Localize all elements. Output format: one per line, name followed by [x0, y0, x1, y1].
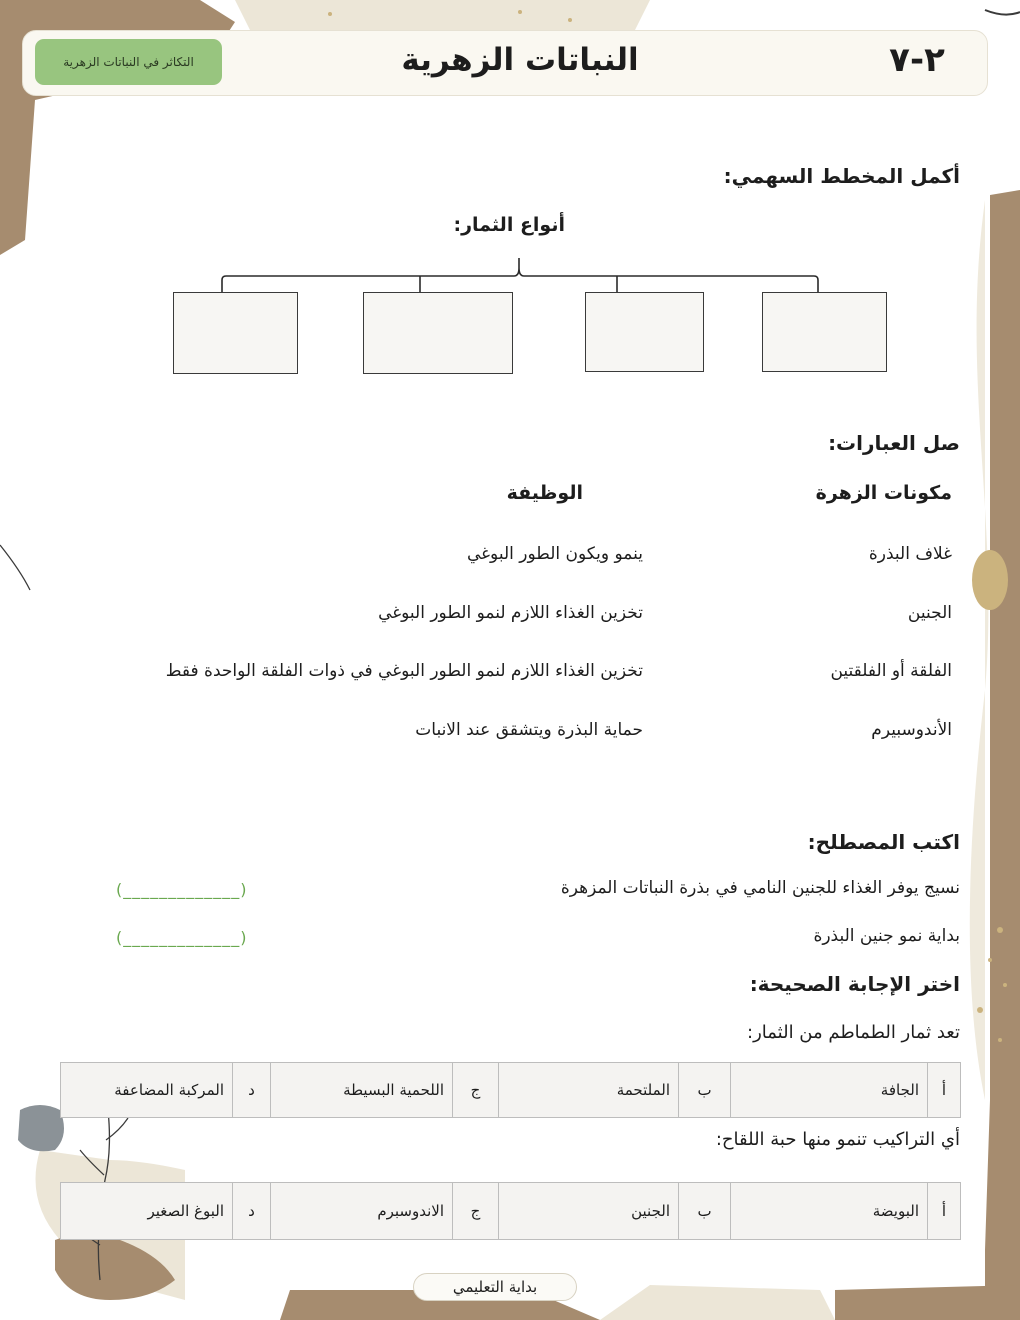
part-item: الفلقة أو الفلقتين — [830, 661, 952, 681]
term-statement: بداية نمو جنين البذرة — [813, 926, 960, 946]
option-text[interactable]: البويضة — [731, 1183, 928, 1240]
option-letter: أ — [928, 1183, 961, 1240]
fruit-type-box-4[interactable] — [173, 292, 298, 374]
option-text[interactable]: اللحمية البسيطة — [271, 1063, 453, 1118]
function-item: ينمو ويكون الطور البوغي — [467, 544, 643, 564]
function-item: تخزين الغذاء اللازم لنمو الطور البوغي — [378, 603, 643, 623]
matching-instruction: صل العبارات: — [828, 431, 960, 455]
option-text[interactable]: الملتحمة — [499, 1063, 679, 1118]
option-text[interactable]: البوغ الصغير — [61, 1183, 233, 1240]
fruit-type-box-2[interactable] — [585, 292, 704, 372]
diagram-root-label: أنواع الثمار: — [453, 214, 565, 236]
mcq-instruction: اختر الإجابة الصحيحة: — [749, 972, 960, 996]
diagram-instruction: أكمل المخطط السهمي: — [723, 164, 960, 188]
option-letter: ج — [453, 1063, 499, 1118]
option-letter: ج — [453, 1183, 499, 1240]
terms-instruction: اكتب المصطلح: — [807, 830, 960, 854]
option-letter: ب — [679, 1063, 731, 1118]
mcq-question: تعد ثمار الطماطم من الثمار: — [747, 1022, 960, 1043]
option-letter: د — [233, 1183, 271, 1240]
option-letter: د — [233, 1063, 271, 1118]
mcq-options-table — [60, 1182, 961, 1240]
lesson-badge: التكاثر في النباتات الزهرية — [35, 39, 222, 85]
fruit-type-box-1[interactable] — [762, 292, 887, 372]
function-item: تخزين الغذاء اللازم لنمو الطور البوغي في ذوات الفلقة الواحدة فقط — [165, 661, 643, 681]
option-letter: أ — [928, 1063, 961, 1118]
lesson-number: ٢-٧ — [889, 40, 945, 80]
function-item: حماية البذرة ويتشقق عند الانبات — [415, 720, 643, 740]
mcq-question: أي التراكيب تنمو منها حبة اللقاح: — [715, 1129, 960, 1150]
mcq-options-table — [60, 1062, 961, 1118]
option-text[interactable]: الجنين — [499, 1183, 679, 1240]
part-item: الجنين — [907, 603, 952, 623]
fruit-type-box-3[interactable] — [363, 292, 513, 374]
part-item: الأندوسبيرم — [871, 720, 952, 740]
term-answer-blank[interactable] — [116, 880, 247, 899]
function-column-header: الوظيفة — [506, 482, 583, 504]
footer-label: بداية التعليمي — [413, 1273, 577, 1301]
option-letter: ب — [679, 1183, 731, 1240]
part-item: غلاف البذرة — [868, 544, 952, 564]
term-answer-blank[interactable] — [116, 928, 247, 947]
page-title: النباتات الزهرية — [401, 42, 639, 78]
option-text[interactable]: المركبة المضاعفة — [61, 1063, 233, 1118]
term-statement: نسيج يوفر الغذاء للجنين النامي في بذرة النباتات المزهرة — [560, 878, 960, 898]
option-text[interactable]: الاندوسبرم — [271, 1183, 453, 1240]
parts-column-header: مكونات الزهرة — [815, 482, 952, 504]
option-text[interactable]: الجافة — [731, 1063, 928, 1118]
term-answer-blank-text: (_____________) — [116, 880, 248, 899]
term-answer-blank-text: (_____________) — [116, 928, 248, 947]
